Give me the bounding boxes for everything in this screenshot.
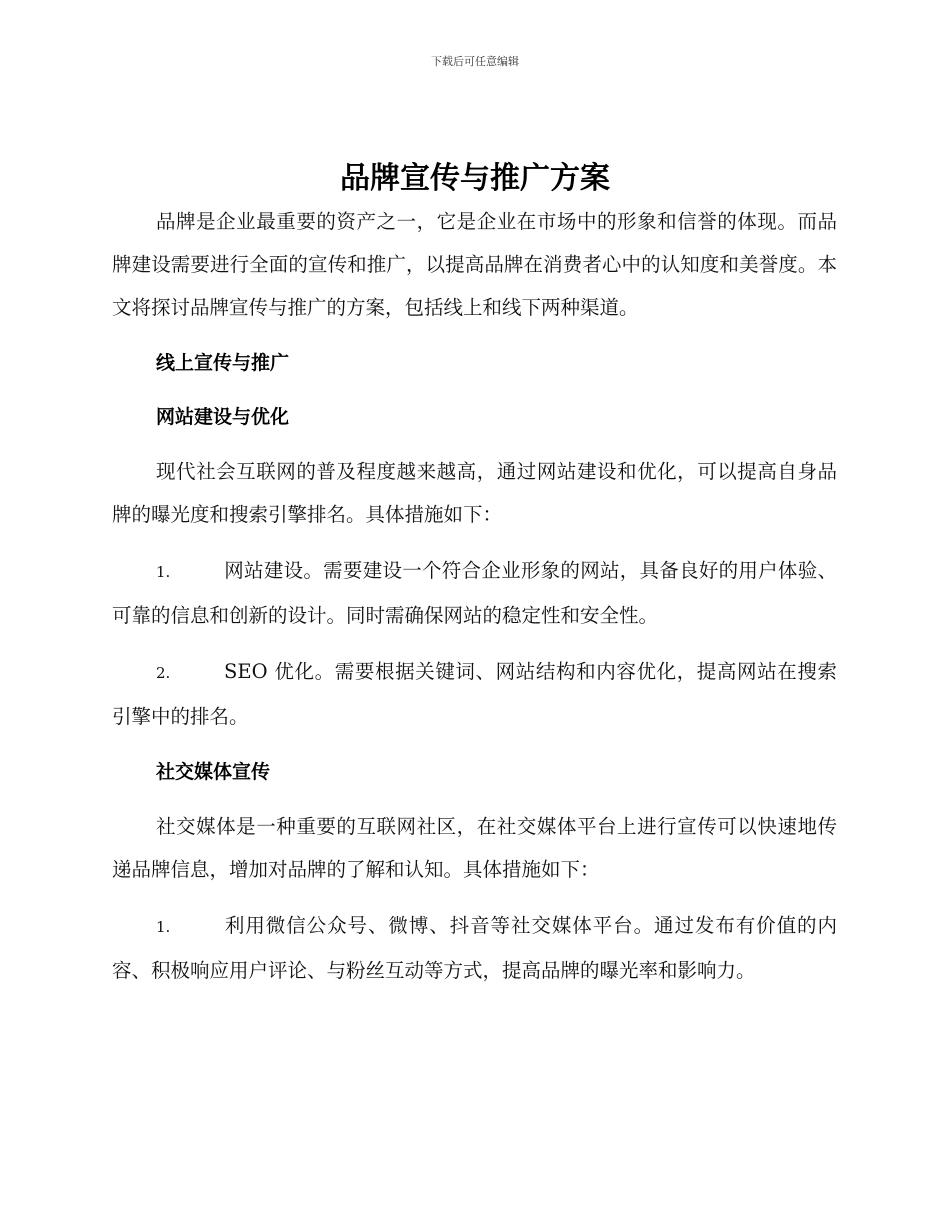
subsection-heading-social: 社交媒体宣传 <box>156 761 271 783</box>
page-header: 下载后可任意编辑 <box>431 55 519 68</box>
list-item-text: 利用微信公众号、微博、抖音等社交媒体平台。通过发布有价值的内容、积极响应用户评论、与粉丝互动等方式，提高品牌的曝光率和影响力。 <box>112 914 837 982</box>
section-heading-online: 线上宣传与推广 <box>156 352 290 374</box>
list-item-text: 网站建设。需要建设一个符合企业形象的网站，具备良好的用户体验、可靠的信息和创新的设计。同时需确保网站的稳定性和安全性。 <box>112 559 837 627</box>
list-number: 1. <box>156 918 171 936</box>
list-number: 2. <box>156 664 171 682</box>
document-title: 品牌宣传与推广方案 <box>340 161 610 196</box>
subsection-heading-website: 网站建设与优化 <box>156 406 290 428</box>
document-body <box>112 200 837 1005</box>
social-paragraph: 社交媒体是一种重要的互联网社区，在社交媒体平台上进行宣传可以快速地传递品牌信息，增加对品牌的了解和认知。具体措施如下： <box>112 815 837 881</box>
list-item <box>112 650 837 738</box>
website-paragraph: 现代社会互联网的普及程度越来越高，通过网站建设和优化，可以提高自身品牌的曝光度和搜索引擎排名。具体措施如下： <box>112 460 837 526</box>
list-number: 1. <box>156 563 171 581</box>
list-item <box>112 904 837 992</box>
list-item-text: SEO 优化。需要根据关键词、网站结构和内容优化，提高网站在搜索引擎中的排名。 <box>112 660 837 728</box>
intro-paragraph: 品牌是企业最重要的资产之一，它是企业在市场中的形象和信誉的体现。而品牌建设需要进行全面的宣传和推广，以提高品牌在消费者心中的认知度和美誉度。本文将探讨品牌宣传与推广的方案，包括线上和线下两种渠道。 <box>112 210 837 319</box>
list-item <box>112 549 837 637</box>
